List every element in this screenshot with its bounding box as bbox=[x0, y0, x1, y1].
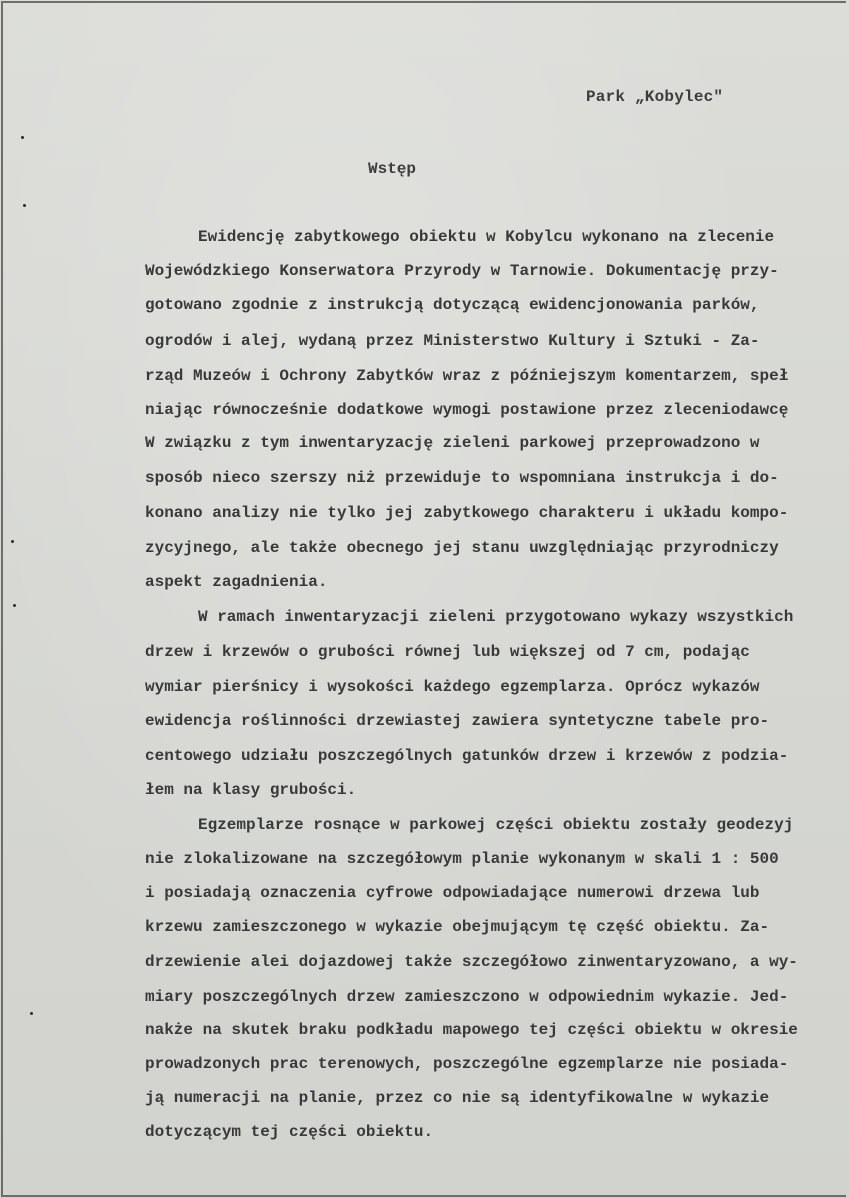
text-line: drzewienie alei dojazdowej także szczegółowo zinwentaryzowano, a wy- bbox=[145, 953, 798, 971]
text-line: drzew i krzewów o grubości równej lub większej od 7 cm, podając bbox=[145, 643, 750, 661]
margin-speck bbox=[23, 204, 26, 207]
text-line: miary poszczególnych drzew zamieszczono w odpowiednim wykazie. Jed- bbox=[145, 988, 789, 1006]
section-title: Wstęp bbox=[368, 160, 417, 178]
document-header: Park „Kobylec" bbox=[586, 88, 724, 106]
text-line: W ramach inwentaryzacji zieleni przygotowano wykazy wszystkich bbox=[198, 608, 794, 626]
margin-speck bbox=[11, 540, 14, 543]
text-line: gotowano zgodnie z instrukcją dotyczącą ewidencjonowania parków, bbox=[145, 296, 760, 314]
margin-speck bbox=[21, 136, 24, 139]
page-border bbox=[1, 1, 846, 1197]
text-line: Ewidencję zabytkowego obiektu w Kobylcu wykonano na zlecenie bbox=[198, 228, 775, 246]
margin-speck bbox=[13, 604, 16, 607]
text-line: ją numeracji na planie, przez co nie są identyfikowalne w wykazie bbox=[145, 1089, 770, 1107]
text-line: i posiadają oznaczenia cyfrowe odpowiadające numerowi drzewa lub bbox=[145, 884, 760, 902]
text-line: konano analizy nie tylko jej zabytkowego charakteru i układu kompo- bbox=[145, 504, 789, 522]
text-line: niając równocześnie dodatkowe wymogi postawione przez zleceniodawcę bbox=[145, 401, 789, 419]
text-line: ewidencja roślinności drzewiastej zawiera syntetyczne tabele pro- bbox=[145, 712, 770, 730]
text-line: nie zlokalizowane na szczegółowym planie wykonanym w skali 1 : 500 bbox=[145, 850, 779, 868]
text-line: zycyjnego, ale także obecnego jej stanu uwzględniając przyrodniczy bbox=[145, 539, 779, 557]
margin-speck bbox=[30, 1012, 33, 1015]
text-line: prowadzonych prac terenowych, poszczególne egzemplarze nie posiada- bbox=[145, 1055, 789, 1073]
text-line: Wojewódzkiego Konserwatora Przyrody w Tarnowie. Dokumentację przy- bbox=[145, 262, 779, 280]
text-line: sposób nieco szerszy niż przewiduje to wspomniana instrukcja i do- bbox=[145, 469, 779, 487]
text-line: wymiar pierśnicy i wysokości każdego egzemplarza. Oprócz wykazów bbox=[145, 678, 760, 696]
text-line: Egzemplarze rosnące w parkowej części obiektu zostały geodezyj bbox=[198, 816, 794, 834]
text-line: krzewu zamieszczonego w wykazie obejmującym tę część obiektu. Za- bbox=[145, 918, 770, 936]
text-line: aspekt zagadnienia. bbox=[145, 573, 328, 591]
text-line: W związku z tym inwentaryzację zieleni parkowej przeprowadzono w bbox=[145, 434, 760, 452]
text-line: rząd Muzeów i Ochrony Zabytków wraz z późniejszym komentarzem, speł bbox=[145, 367, 789, 385]
text-line: ogrodów i alej, wydaną przez Ministerstwo Kultury i Sztuki - Za- bbox=[145, 332, 760, 350]
text-line: nakże na skutek braku podkładu mapowego tej części obiektu w okresie bbox=[145, 1021, 798, 1039]
text-line: dotyczącym tej części obiektu. bbox=[145, 1123, 434, 1141]
text-line: centowego udziału poszczególnych gatunków drzew i krzewów z podzia- bbox=[145, 747, 789, 765]
text-line: łem na klasy grubości. bbox=[145, 781, 357, 799]
